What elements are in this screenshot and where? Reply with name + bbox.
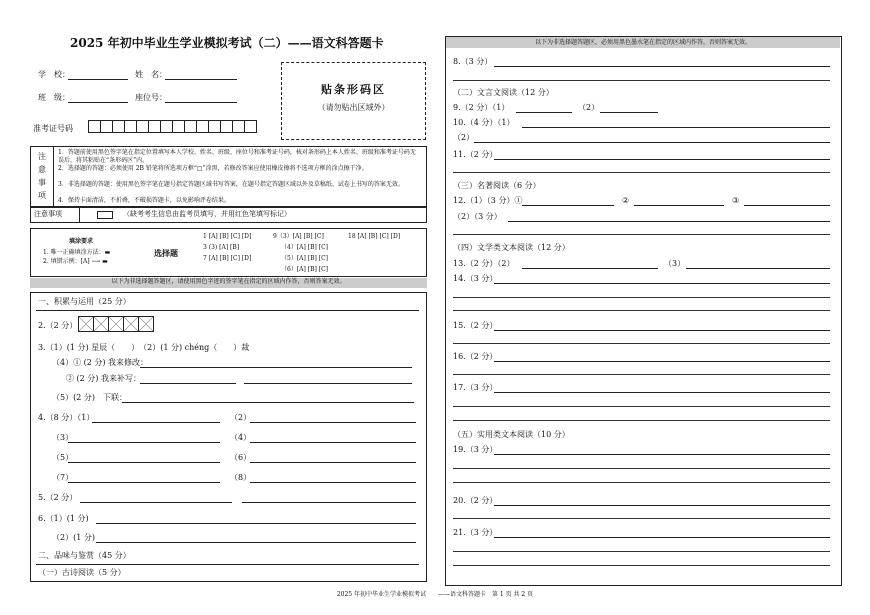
question-label: 6.（1）(1 分)	[38, 514, 89, 523]
answer-line[interactable]	[494, 505, 830, 506]
choice-section-label: 选择题	[154, 248, 178, 258]
answer-line[interactable]	[494, 361, 830, 362]
barcode-subtitle: （请勿贴出区域外）	[317, 103, 390, 112]
answer-line[interactable]	[453, 518, 830, 519]
q2-grid[interactable]	[78, 316, 153, 335]
question-label: 2.（2 分）	[38, 321, 78, 330]
answer-line[interactable]	[140, 367, 412, 368]
answer-line[interactable]	[122, 402, 414, 403]
answer-line[interactable]	[494, 283, 830, 284]
notice-item: 2．选择题的答题：必须使用 2B 铅笔将所选项方框“□”涂黑，若修改答案应使用橡皮擦将不选项方框的涂点擦干净。	[58, 165, 368, 172]
answer-line[interactable]	[250, 422, 416, 423]
choice-box: 填涂要求 1. 唯一正确填涂方法：▬ 2. 填错示例：[A] ⟶ ▬ 选择题 1 [A] [B] [C] [D] 3 (3) [A] [B] 7 [A] [B] [C] [D] 9（3）[A] [B] [C] （4）[A] [B] [C] （5）[A] [B] [C] （6）[A] [B] [C] 18 [A] [B] [C] [D]	[30, 228, 427, 277]
answer-line[interactable]	[453, 565, 830, 566]
choice-item[interactable]: （4）[A] [B] [C]	[281, 244, 329, 251]
notice-item: 4．保持卡面清洁，不折叠，不破损答题卡，以免影响评卷结果。	[58, 197, 230, 204]
answer-line[interactable]	[494, 392, 830, 393]
answer-line[interactable]	[92, 422, 220, 423]
answer-line[interactable]	[634, 205, 724, 206]
answer-line[interactable]	[453, 420, 830, 421]
fill-title: 填涂要求	[69, 238, 94, 245]
answer-line[interactable]	[453, 482, 830, 483]
answer-line[interactable]	[453, 551, 830, 552]
name-field[interactable]	[165, 79, 237, 80]
seat-field[interactable]	[165, 102, 237, 103]
answer-line[interactable]	[250, 462, 416, 463]
page-title: 2025 年初中毕业生学业模拟考试（二）——语文科答题卡	[70, 36, 384, 50]
absent-row: 注意事项 （缺考考生信息由监考员填写，并用红色笔填写标记）	[30, 207, 427, 223]
section-heading: （五）实用类文本阅读（10 分）	[453, 430, 570, 439]
notice-item: 1．答题前使用黑色签字笔在指定位置填写本人学校、姓名、班级、座位号和准考证号码，核对条形码上本人姓名、班级和准考证号码无误后，将其粘贴在“条形码区”内。	[58, 149, 416, 164]
answer-line[interactable]	[494, 330, 830, 331]
exam-no-boxes[interactable]	[88, 120, 256, 139]
answer-line[interactable]	[453, 406, 830, 407]
section-heading: （一）古诗阅读（5 分）	[38, 568, 126, 577]
choice-item[interactable]: 9（3）[A] [B] [C]	[273, 233, 324, 240]
choice-item[interactable]: 3 (3) [A] [B]	[203, 244, 240, 251]
school-field[interactable]	[68, 79, 128, 80]
choice-item[interactable]: 7 [A] [B] [C] [D]	[203, 255, 252, 262]
answer-line[interactable]	[744, 205, 830, 206]
answer-line[interactable]	[516, 112, 572, 113]
answer-line[interactable]	[80, 502, 232, 503]
page-footer: 2025 年初中毕业生学业模拟考试 ——语文科答题卡 第 1 页 共 2 页	[336, 591, 534, 598]
answer-line[interactable]	[522, 205, 614, 206]
section-heading: 一、积累与运用（25 分）	[38, 297, 131, 306]
answer-line[interactable]	[453, 468, 830, 469]
question-label: （4）① (2 分) 我来修改：	[52, 358, 149, 367]
answer-line[interactable]	[453, 297, 830, 298]
section-heading: 二、品味与鉴赏（45 分）	[38, 551, 131, 560]
answer-line[interactable]	[140, 383, 236, 384]
answer-line[interactable]	[474, 142, 830, 143]
answer-line[interactable]	[96, 523, 416, 524]
choice-item[interactable]: （6）[A] [B] [C]	[281, 266, 329, 273]
question-label: ② (2 分) 我来补写：	[66, 374, 141, 383]
answer-line[interactable]	[250, 482, 416, 483]
answer-line[interactable]	[68, 482, 220, 483]
notice-side: 注 意 事 项	[31, 147, 54, 206]
absent-checkbox[interactable]	[97, 211, 113, 219]
choice-item[interactable]: 1 [A] [B] [C] [D]	[203, 233, 252, 240]
answer-line[interactable]	[96, 542, 416, 543]
answer-line[interactable]	[250, 442, 416, 443]
answer-line[interactable]	[453, 80, 830, 81]
answer-line[interactable]	[600, 112, 658, 113]
section-heading: （二）文言文阅读（12 分）	[453, 88, 554, 97]
barcode-area	[281, 62, 426, 140]
section-heading: （三）名著阅读（6 分）	[453, 181, 541, 190]
choice-item[interactable]: （5）[A] [B] [C]	[281, 255, 329, 262]
notice-box	[30, 146, 427, 207]
answer-line[interactable]	[453, 310, 830, 311]
answer-line[interactable]	[244, 383, 412, 384]
choice-item[interactable]: 18 [A] [B] [C] [D]	[348, 233, 401, 240]
section-heading: （四）文学类文本阅读（12 分）	[453, 243, 570, 252]
answer-line[interactable]	[494, 454, 830, 455]
seat-label: 座位号：	[135, 93, 167, 102]
answer-line[interactable]	[68, 462, 220, 463]
answer-line[interactable]	[68, 442, 220, 443]
school-label: 学 校：	[38, 70, 70, 79]
question-label: 4.（8 分）（1）	[38, 413, 95, 422]
name-label: 姓 名：	[135, 70, 167, 79]
answer-line[interactable]	[508, 221, 830, 222]
answer-line[interactable]	[522, 268, 658, 269]
answer-line[interactable]	[494, 159, 830, 160]
barcode-title: 贴条形码区	[321, 83, 386, 96]
answer-line[interactable]	[242, 502, 416, 503]
question-label: 3.（1）(1 分) 星辰（ ） （2）(1 分) chéng（ ）裁	[38, 343, 250, 352]
answer-area-banner: 以下为非选择题答题区，请使用黑色字迹的签字笔在指定的区域内作答，否则答案无效。	[30, 278, 427, 288]
class-label: 班 级：	[38, 93, 70, 102]
class-field[interactable]	[68, 102, 128, 103]
answer-line[interactable]	[522, 127, 830, 128]
right-banner: 以下为非选择题答题区，必须用黑色墨水笔在指定的区域内作答，否则答案无效。	[446, 37, 840, 48]
answer-line[interactable]	[453, 374, 830, 375]
answer-line[interactable]	[453, 234, 830, 235]
answer-line[interactable]	[494, 66, 830, 67]
exam-no-label: 准考证号码	[33, 124, 73, 133]
answer-line[interactable]	[453, 343, 830, 344]
answer-line[interactable]	[494, 537, 830, 538]
notice-item: 3．非选择题的答题：使用黑色签字笔在题号指定答题区域书写答案，在题号指定答题区域以外及草稿纸、试卷上书写的答案无效。	[58, 181, 404, 188]
answer-line[interactable]	[686, 268, 830, 269]
question-label: 5.（2 分）	[38, 493, 78, 502]
question-label: （5）(2 分) 下联：	[52, 393, 127, 402]
answer-line[interactable]	[453, 172, 830, 173]
